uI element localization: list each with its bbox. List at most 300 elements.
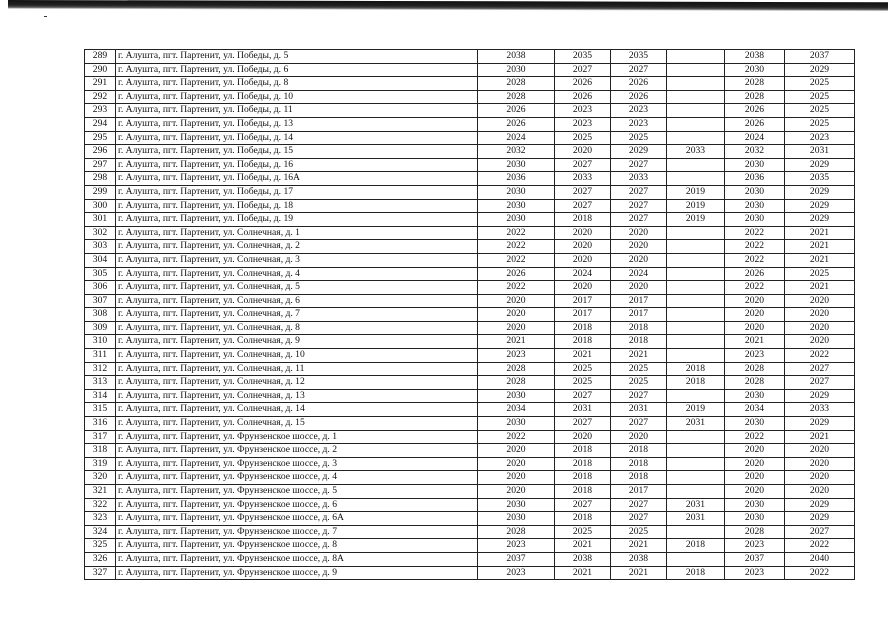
row-number-cell: 326	[85, 552, 116, 566]
table-row	[85, 294, 855, 308]
year-col-5-cell: 2030	[725, 512, 785, 526]
year-col-3-cell: 2024	[611, 267, 667, 281]
year-col-2-cell: 2025	[555, 362, 611, 376]
year-col-1-cell: 2030	[478, 389, 555, 403]
year-col-6-cell: 2027	[785, 376, 855, 390]
year-col-6-cell: 2022	[785, 539, 855, 553]
year-col-6-cell: 2020	[785, 457, 855, 471]
year-col-4-cell	[667, 335, 725, 349]
address-cell: г. Алушта, пгт. Партенит, ул. Фрунзенское шоссе, д. 6А	[116, 512, 478, 526]
year-col-5-cell: 2022	[725, 253, 785, 267]
year-col-2-cell: 2018	[555, 444, 611, 458]
address-cell: г. Алушта, пгт. Партенит, ул. Победы, д. 17	[116, 185, 478, 199]
address-cell: г. Алушта, пгт. Партенит, ул. Солнечная, д. 7	[116, 308, 478, 322]
row-number-cell: 305	[85, 267, 116, 281]
year-col-1-cell: 2020	[478, 294, 555, 308]
year-col-4-cell: 2019	[667, 213, 725, 227]
year-col-2-cell: 2018	[555, 213, 611, 227]
year-col-1-cell: 2032	[478, 145, 555, 159]
year-col-6-cell: 2025	[785, 104, 855, 118]
year-col-6-cell: 2029	[785, 158, 855, 172]
table-row	[85, 444, 855, 458]
scan-edge-shadow	[8, 0, 888, 11]
table-row	[85, 362, 855, 376]
year-col-4-cell	[667, 131, 725, 145]
year-col-6-cell: 2025	[785, 90, 855, 104]
address-cell: г. Алушта, пгт. Партенит, ул. Победы, д. 8	[116, 77, 478, 91]
year-col-6-cell: 2020	[785, 294, 855, 308]
year-col-4-cell	[667, 525, 725, 539]
year-col-4-cell	[667, 471, 725, 485]
year-col-2-cell: 2031	[555, 403, 611, 417]
year-col-2-cell: 2027	[555, 199, 611, 213]
year-col-1-cell: 2022	[478, 253, 555, 267]
housing-repair-schedule-table	[84, 49, 855, 580]
year-col-1-cell: 2022	[478, 240, 555, 254]
year-col-5-cell: 2026	[725, 267, 785, 281]
table-row	[85, 539, 855, 553]
row-number-cell: 309	[85, 321, 116, 335]
year-col-6-cell: 2035	[785, 172, 855, 186]
address-cell: г. Алушта, пгт. Партенит, ул. Фрунзенское шоссе, д. 8	[116, 539, 478, 553]
year-col-5-cell: 2030	[725, 417, 785, 431]
table-row	[85, 77, 855, 91]
year-col-3-cell: 2017	[611, 308, 667, 322]
row-number-cell: 308	[85, 308, 116, 322]
year-col-3-cell: 2025	[611, 362, 667, 376]
table-row	[85, 145, 855, 159]
year-col-4-cell	[667, 50, 725, 64]
year-col-4-cell	[667, 158, 725, 172]
year-col-3-cell: 2027	[611, 417, 667, 431]
year-col-5-cell: 2038	[725, 50, 785, 64]
year-col-4-cell	[667, 77, 725, 91]
year-col-5-cell: 2028	[725, 90, 785, 104]
year-col-3-cell: 2027	[611, 389, 667, 403]
address-cell: г. Алушта, пгт. Партенит, ул. Победы, д. 14	[116, 131, 478, 145]
year-col-2-cell: 2018	[555, 335, 611, 349]
table-row	[85, 389, 855, 403]
year-col-3-cell: 2026	[611, 77, 667, 91]
address-cell: г. Алушта, пгт. Партенит, ул. Фрунзенское шоссе, д. 2	[116, 444, 478, 458]
year-col-6-cell: 2029	[785, 199, 855, 213]
year-col-5-cell: 2022	[725, 430, 785, 444]
table-row	[85, 253, 855, 267]
row-number-cell: 325	[85, 539, 116, 553]
table-row	[85, 349, 855, 363]
row-number-cell: 291	[85, 77, 116, 91]
year-col-2-cell: 2033	[555, 172, 611, 186]
year-col-6-cell: 2025	[785, 117, 855, 131]
address-cell: г. Алушта, пгт. Партенит, ул. Фрунзенское шоссе, д. 5	[116, 485, 478, 499]
year-col-5-cell: 2030	[725, 498, 785, 512]
year-col-4-cell	[667, 430, 725, 444]
year-col-3-cell: 2020	[611, 281, 667, 295]
table-row	[85, 376, 855, 390]
year-col-2-cell: 2038	[555, 552, 611, 566]
year-col-1-cell: 2022	[478, 281, 555, 295]
year-col-4-cell: 2018	[667, 376, 725, 390]
row-number-cell: 298	[85, 172, 116, 186]
year-col-3-cell: 2027	[611, 512, 667, 526]
row-number-cell: 323	[85, 512, 116, 526]
year-col-3-cell: 2018	[611, 457, 667, 471]
year-col-6-cell: 2020	[785, 335, 855, 349]
address-cell: г. Алушта, пгт. Партенит, ул. Солнечная, д. 2	[116, 240, 478, 254]
year-col-2-cell: 2020	[555, 226, 611, 240]
address-cell: г. Алушта, пгт. Партенит, ул. Солнечная, д. 9	[116, 335, 478, 349]
year-col-2-cell: 2027	[555, 185, 611, 199]
document-page	[84, 49, 854, 580]
table-row	[85, 552, 855, 566]
year-col-5-cell: 2020	[725, 471, 785, 485]
year-col-5-cell: 2020	[725, 485, 785, 499]
year-col-3-cell: 2021	[611, 539, 667, 553]
year-col-6-cell: 2020	[785, 485, 855, 499]
row-number-cell: 306	[85, 281, 116, 295]
year-col-1-cell: 2021	[478, 335, 555, 349]
year-col-5-cell: 2036	[725, 172, 785, 186]
address-cell: г. Алушта, пгт. Партенит, ул. Фрунзенское шоссе, д. 7	[116, 525, 478, 539]
year-col-5-cell: 2020	[725, 321, 785, 335]
year-col-3-cell: 2027	[611, 185, 667, 199]
year-col-4-cell	[667, 253, 725, 267]
row-number-cell: 302	[85, 226, 116, 240]
year-col-1-cell: 2020	[478, 457, 555, 471]
address-cell: г. Алушта, пгт. Партенит, ул. Солнечная, д. 1	[116, 226, 478, 240]
row-number-cell: 300	[85, 199, 116, 213]
year-col-6-cell: 2029	[785, 417, 855, 431]
address-cell: г. Алушта, пгт. Партенит, ул. Солнечная, д. 13	[116, 389, 478, 403]
year-col-3-cell: 2018	[611, 444, 667, 458]
year-col-6-cell: 2022	[785, 566, 855, 580]
year-col-6-cell: 2020	[785, 444, 855, 458]
year-col-4-cell: 2019	[667, 199, 725, 213]
year-col-4-cell: 2031	[667, 417, 725, 431]
year-col-5-cell: 2023	[725, 349, 785, 363]
row-number-cell: 299	[85, 185, 116, 199]
year-col-5-cell: 2028	[725, 362, 785, 376]
year-col-4-cell	[667, 294, 725, 308]
row-number-cell: 315	[85, 403, 116, 417]
year-col-5-cell: 2026	[725, 117, 785, 131]
table-row	[85, 417, 855, 431]
address-cell: г. Алушта, пгт. Партенит, ул. Фрунзенское шоссе, д. 6	[116, 498, 478, 512]
year-col-6-cell: 2027	[785, 525, 855, 539]
year-col-2-cell: 2027	[555, 158, 611, 172]
table-row	[85, 104, 855, 118]
table-row	[85, 131, 855, 145]
year-col-5-cell: 2024	[725, 131, 785, 145]
address-cell: г. Алушта, пгт. Партенит, ул. Победы, д. 11	[116, 104, 478, 118]
year-col-6-cell: 2040	[785, 552, 855, 566]
year-col-6-cell: 2029	[785, 498, 855, 512]
year-col-5-cell: 2028	[725, 376, 785, 390]
address-cell: г. Алушта, пгт. Партенит, ул. Победы, д. 16	[116, 158, 478, 172]
year-col-5-cell: 2030	[725, 213, 785, 227]
row-number-cell: 295	[85, 131, 116, 145]
year-col-6-cell: 2021	[785, 226, 855, 240]
year-col-6-cell: 2031	[785, 145, 855, 159]
year-col-2-cell: 2025	[555, 525, 611, 539]
year-col-4-cell: 2018	[667, 362, 725, 376]
year-col-1-cell: 2030	[478, 199, 555, 213]
row-number-cell: 293	[85, 104, 116, 118]
year-col-1-cell: 2026	[478, 267, 555, 281]
year-col-1-cell: 2026	[478, 117, 555, 131]
year-col-1-cell: 2030	[478, 63, 555, 77]
table-row	[85, 240, 855, 254]
year-col-2-cell: 2027	[555, 389, 611, 403]
year-col-1-cell: 2020	[478, 308, 555, 322]
row-number-cell: 312	[85, 362, 116, 376]
year-col-2-cell: 2027	[555, 63, 611, 77]
year-col-6-cell: 2021	[785, 253, 855, 267]
address-cell: г. Алушта, пгт. Партенит, ул. Победы, д. 10	[116, 90, 478, 104]
year-col-3-cell: 2018	[611, 471, 667, 485]
year-col-5-cell: 2020	[725, 308, 785, 322]
row-number-cell: 292	[85, 90, 116, 104]
year-col-6-cell: 2021	[785, 430, 855, 444]
address-cell: г. Алушта, пгт. Партенит, ул. Фрунзенское шоссе, д. 9	[116, 566, 478, 580]
row-number-cell: 314	[85, 389, 116, 403]
year-col-6-cell: 2033	[785, 403, 855, 417]
table-row	[85, 281, 855, 295]
year-col-2-cell: 2024	[555, 267, 611, 281]
year-col-4-cell	[667, 308, 725, 322]
year-col-1-cell: 2030	[478, 498, 555, 512]
year-col-6-cell: 2025	[785, 267, 855, 281]
year-col-4-cell	[667, 389, 725, 403]
year-col-1-cell: 2022	[478, 430, 555, 444]
year-col-2-cell: 2018	[555, 512, 611, 526]
year-col-1-cell: 2036	[478, 172, 555, 186]
year-col-4-cell: 2018	[667, 566, 725, 580]
year-col-1-cell: 2020	[478, 444, 555, 458]
year-col-6-cell: 2037	[785, 50, 855, 64]
row-number-cell: 319	[85, 457, 116, 471]
row-number-cell: 297	[85, 158, 116, 172]
address-cell: г. Алушта, пгт. Партенит, ул. Победы, д. 19	[116, 213, 478, 227]
address-cell: г. Алушта, пгт. Партенит, ул. Солнечная, д. 6	[116, 294, 478, 308]
year-col-2-cell: 2020	[555, 240, 611, 254]
year-col-4-cell	[667, 104, 725, 118]
year-col-1-cell: 2026	[478, 104, 555, 118]
year-col-1-cell: 2023	[478, 566, 555, 580]
year-col-1-cell: 2023	[478, 539, 555, 553]
year-col-5-cell: 2028	[725, 77, 785, 91]
year-col-6-cell: 2029	[785, 512, 855, 526]
row-number-cell: 324	[85, 525, 116, 539]
year-col-2-cell: 2018	[555, 321, 611, 335]
year-col-4-cell	[667, 281, 725, 295]
row-number-cell: 303	[85, 240, 116, 254]
year-col-2-cell: 2023	[555, 117, 611, 131]
year-col-3-cell: 2027	[611, 213, 667, 227]
row-number-cell: 294	[85, 117, 116, 131]
year-col-5-cell: 2022	[725, 281, 785, 295]
address-cell: г. Алушта, пгт. Партенит, ул. Фрунзенское шоссе, д. 3	[116, 457, 478, 471]
year-col-3-cell: 2018	[611, 335, 667, 349]
year-col-3-cell: 2035	[611, 50, 667, 64]
year-col-3-cell: 2020	[611, 253, 667, 267]
year-col-4-cell	[667, 90, 725, 104]
year-col-1-cell: 2028	[478, 525, 555, 539]
year-col-3-cell: 2025	[611, 525, 667, 539]
table-row	[85, 566, 855, 580]
row-number-cell: 322	[85, 498, 116, 512]
year-col-3-cell: 2025	[611, 376, 667, 390]
year-col-5-cell: 2030	[725, 158, 785, 172]
year-col-1-cell: 2034	[478, 403, 555, 417]
year-col-6-cell: 2020	[785, 308, 855, 322]
year-col-2-cell: 2018	[555, 471, 611, 485]
table-row	[85, 117, 855, 131]
year-col-2-cell: 2020	[555, 145, 611, 159]
year-col-5-cell: 2030	[725, 63, 785, 77]
table-row	[85, 63, 855, 77]
year-col-3-cell: 2021	[611, 349, 667, 363]
row-number-cell: 307	[85, 294, 116, 308]
table-row	[85, 321, 855, 335]
year-col-4-cell	[667, 552, 725, 566]
year-col-2-cell: 2021	[555, 349, 611, 363]
year-col-6-cell: 2020	[785, 321, 855, 335]
year-col-2-cell: 2021	[555, 566, 611, 580]
table-row	[85, 267, 855, 281]
table-row	[85, 525, 855, 539]
year-col-5-cell: 2022	[725, 226, 785, 240]
year-col-4-cell	[667, 444, 725, 458]
year-col-5-cell: 2021	[725, 335, 785, 349]
year-col-3-cell: 2027	[611, 498, 667, 512]
row-number-cell: 313	[85, 376, 116, 390]
year-col-4-cell: 2031	[667, 498, 725, 512]
address-cell: г. Алушта, пгт. Партенит, ул. Солнечная, д. 5	[116, 281, 478, 295]
table-row	[85, 308, 855, 322]
year-col-3-cell: 2017	[611, 294, 667, 308]
year-col-3-cell: 2020	[611, 430, 667, 444]
year-col-1-cell: 2030	[478, 158, 555, 172]
year-col-4-cell	[667, 172, 725, 186]
year-col-1-cell: 2028	[478, 362, 555, 376]
year-col-1-cell: 2020	[478, 321, 555, 335]
year-col-6-cell: 2029	[785, 185, 855, 199]
year-col-6-cell: 2022	[785, 349, 855, 363]
year-col-5-cell: 2037	[725, 552, 785, 566]
row-number-cell: 311	[85, 349, 116, 363]
year-col-5-cell: 2020	[725, 444, 785, 458]
table-row	[85, 485, 855, 499]
year-col-1-cell: 2022	[478, 226, 555, 240]
year-col-3-cell: 2033	[611, 172, 667, 186]
address-cell: г. Алушта, пгт. Партенит, ул. Победы, д. 6	[116, 63, 478, 77]
table-row	[85, 172, 855, 186]
table-row	[85, 471, 855, 485]
year-col-4-cell	[667, 240, 725, 254]
table-row	[85, 498, 855, 512]
year-col-4-cell: 2031	[667, 512, 725, 526]
year-col-3-cell: 2017	[611, 485, 667, 499]
year-col-2-cell: 2026	[555, 90, 611, 104]
year-col-4-cell	[667, 321, 725, 335]
address-cell: г. Алушта, пгт. Партенит, ул. Солнечная, д. 3	[116, 253, 478, 267]
year-col-5-cell: 2034	[725, 403, 785, 417]
address-cell: г. Алушта, пгт. Партенит, ул. Победы, д. 5	[116, 50, 478, 64]
year-col-4-cell: 2018	[667, 539, 725, 553]
address-cell: г. Алушта, пгт. Партенит, ул. Победы, д. 16А	[116, 172, 478, 186]
year-col-6-cell: 2029	[785, 63, 855, 77]
year-col-3-cell: 2025	[611, 131, 667, 145]
table-row	[85, 158, 855, 172]
table-row	[85, 226, 855, 240]
address-cell: г. Алушта, пгт. Партенит, ул. Фрунзенское шоссе, д. 1	[116, 430, 478, 444]
year-col-2-cell: 2027	[555, 417, 611, 431]
year-col-1-cell: 2028	[478, 90, 555, 104]
year-col-5-cell: 2022	[725, 240, 785, 254]
year-col-6-cell: 2021	[785, 240, 855, 254]
table-body	[85, 50, 855, 580]
row-number-cell: 289	[85, 50, 116, 64]
year-col-2-cell: 2023	[555, 104, 611, 118]
year-col-2-cell: 2018	[555, 485, 611, 499]
year-col-1-cell: 2028	[478, 77, 555, 91]
address-cell: г. Алушта, пгт. Партенит, ул. Победы, д. 13	[116, 117, 478, 131]
year-col-5-cell: 2023	[725, 566, 785, 580]
table-row	[85, 199, 855, 213]
year-col-5-cell: 2023	[725, 539, 785, 553]
year-col-1-cell: 2030	[478, 213, 555, 227]
address-cell: г. Алушта, пгт. Партенит, ул. Солнечная, д. 10	[116, 349, 478, 363]
year-col-3-cell: 2027	[611, 158, 667, 172]
table-row	[85, 335, 855, 349]
row-number-cell: 317	[85, 430, 116, 444]
year-col-4-cell: 2019	[667, 403, 725, 417]
year-col-1-cell: 2023	[478, 349, 555, 363]
row-number-cell: 321	[85, 485, 116, 499]
year-col-1-cell: 2024	[478, 131, 555, 145]
row-number-cell: 296	[85, 145, 116, 159]
year-col-2-cell: 2020	[555, 430, 611, 444]
year-col-2-cell: 2021	[555, 539, 611, 553]
address-cell: г. Алушта, пгт. Партенит, ул. Солнечная, д. 4	[116, 267, 478, 281]
year-col-3-cell: 2020	[611, 240, 667, 254]
row-number-cell: 316	[85, 417, 116, 431]
year-col-3-cell: 2020	[611, 226, 667, 240]
year-col-6-cell: 2027	[785, 362, 855, 376]
year-col-3-cell: 2029	[611, 145, 667, 159]
year-col-1-cell: 2037	[478, 552, 555, 566]
year-col-4-cell	[667, 117, 725, 131]
row-number-cell: 318	[85, 444, 116, 458]
row-number-cell: 327	[85, 566, 116, 580]
row-number-cell: 320	[85, 471, 116, 485]
year-col-4-cell	[667, 267, 725, 281]
year-col-1-cell: 2030	[478, 417, 555, 431]
address-cell: г. Алушта, пгт. Партенит, ул. Победы, д. 18	[116, 199, 478, 213]
year-col-6-cell: 2029	[785, 213, 855, 227]
row-number-cell: 290	[85, 63, 116, 77]
year-col-3-cell: 2018	[611, 321, 667, 335]
table-row	[85, 90, 855, 104]
year-col-2-cell: 2026	[555, 77, 611, 91]
address-cell: г. Алушта, пгт. Партенит, ул. Фрунзенское шоссе, д. 8А	[116, 552, 478, 566]
year-col-1-cell: 2028	[478, 376, 555, 390]
year-col-6-cell: 2029	[785, 389, 855, 403]
year-col-5-cell: 2028	[725, 525, 785, 539]
year-col-4-cell	[667, 349, 725, 363]
year-col-2-cell: 2020	[555, 281, 611, 295]
